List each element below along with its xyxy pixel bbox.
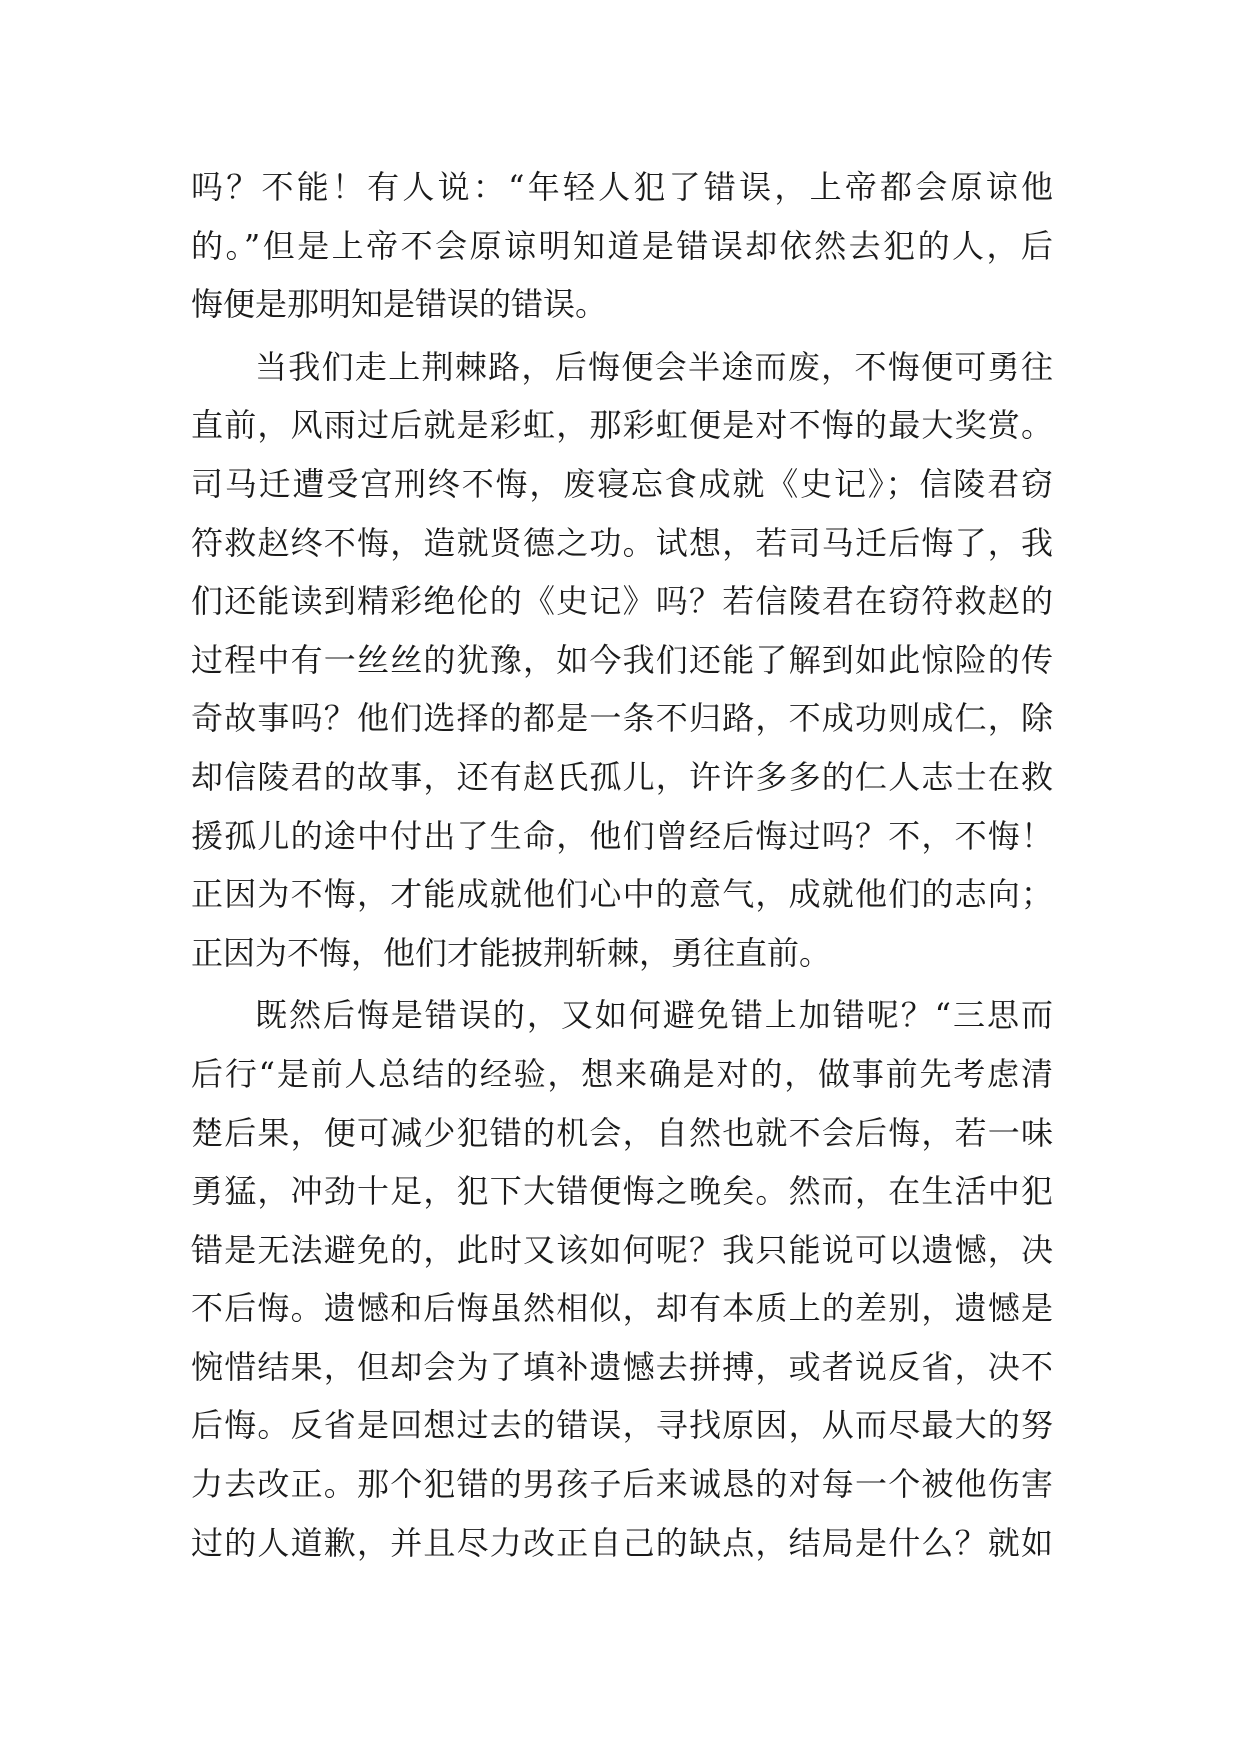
text-line: 过的人道歉，并且尽力改正自己的缺点，结局是什么？就如	[191, 1523, 1053, 1562]
text-line: 却信陵君的故事，还有赵氏孤儿，许许多多的仁人志士在救	[191, 757, 1053, 796]
text-line: 力去改正。那个犯错的男孩子后来诚恳的对每一个被他伤害	[191, 1465, 1053, 1504]
text-line: 后行“是前人总结的经验，想来确是对的，做事前先考虑清	[191, 1054, 1053, 1093]
text-line: 们还能读到精彩绝伦的《史记》吗？若信陵君在窃符救赵的	[191, 582, 1053, 621]
paragraph-3	[191, 986, 1053, 1572]
text-line: 悔便是那明知是错误的错误。	[191, 285, 608, 324]
body-text	[191, 158, 1053, 1572]
text-line: 错是无法避免的，此时又该如何呢？我只能说可以遗憾，决	[191, 1230, 1053, 1269]
text-line: 楚后果，便可减少犯错的机会，自然也就不会后悔，若一味	[191, 1113, 1053, 1152]
text-line: 勇猛，冲劲十足，犯下大错便悔之晚矣。然而，在生活中犯	[191, 1172, 1053, 1211]
text-line: 正因为不悔，他们才能披荆斩棘，勇往直前。	[191, 933, 832, 972]
text-line: 当我们走上荆棘路，后悔便会半途而废，不悔便可勇往	[255, 347, 1053, 386]
text-line: 惋惜结果，但却会为了填补遗憾去拼搏，或者说反省，决不	[191, 1347, 1053, 1386]
text-line: 不后悔。遗憾和后悔虽然相似，却有本质上的差别，遗憾是	[191, 1289, 1053, 1328]
text-line: 援孤儿的途中付出了生命，他们曾经后悔过吗？不，不悔！	[191, 816, 1053, 855]
paragraph-1	[191, 158, 1053, 334]
text-line: 后悔。反省是回想过去的错误，寻找原因，从而尽最大的努	[191, 1406, 1053, 1445]
text-line: 过程中有一丝丝的犹豫，如今我们还能了解到如此惊险的传	[191, 640, 1053, 679]
text-line: 司马迁遭受宫刑终不悔，废寝忘食成就《史记》；信陵君窃	[191, 464, 1053, 503]
text-line: 正因为不悔，才能成就他们心中的意气，成就他们的志向；	[191, 875, 1053, 914]
text-line: 奇故事吗？他们选择的都是一条不归路，不成功则成仁，除	[191, 699, 1053, 738]
text-line: 直前，风雨过后就是彩虹，那彩虹便是对不悔的最大奖赏。	[191, 406, 1053, 445]
text-line: 吗？不能！有人说：“年轻人犯了错误，上帝都会原谅他	[191, 168, 1053, 206]
text-line: 既然后悔是错误的，又如何避免错上加错呢？“三思而	[255, 996, 1053, 1035]
text-line: 的。”但是上帝不会原谅明知道是错误却依然去犯的人，后	[191, 226, 1053, 265]
paragraph-2	[191, 338, 1053, 983]
text-line: 符救赵终不悔，造就贤德之功。试想，若司马迁后悔了，我	[191, 523, 1053, 562]
